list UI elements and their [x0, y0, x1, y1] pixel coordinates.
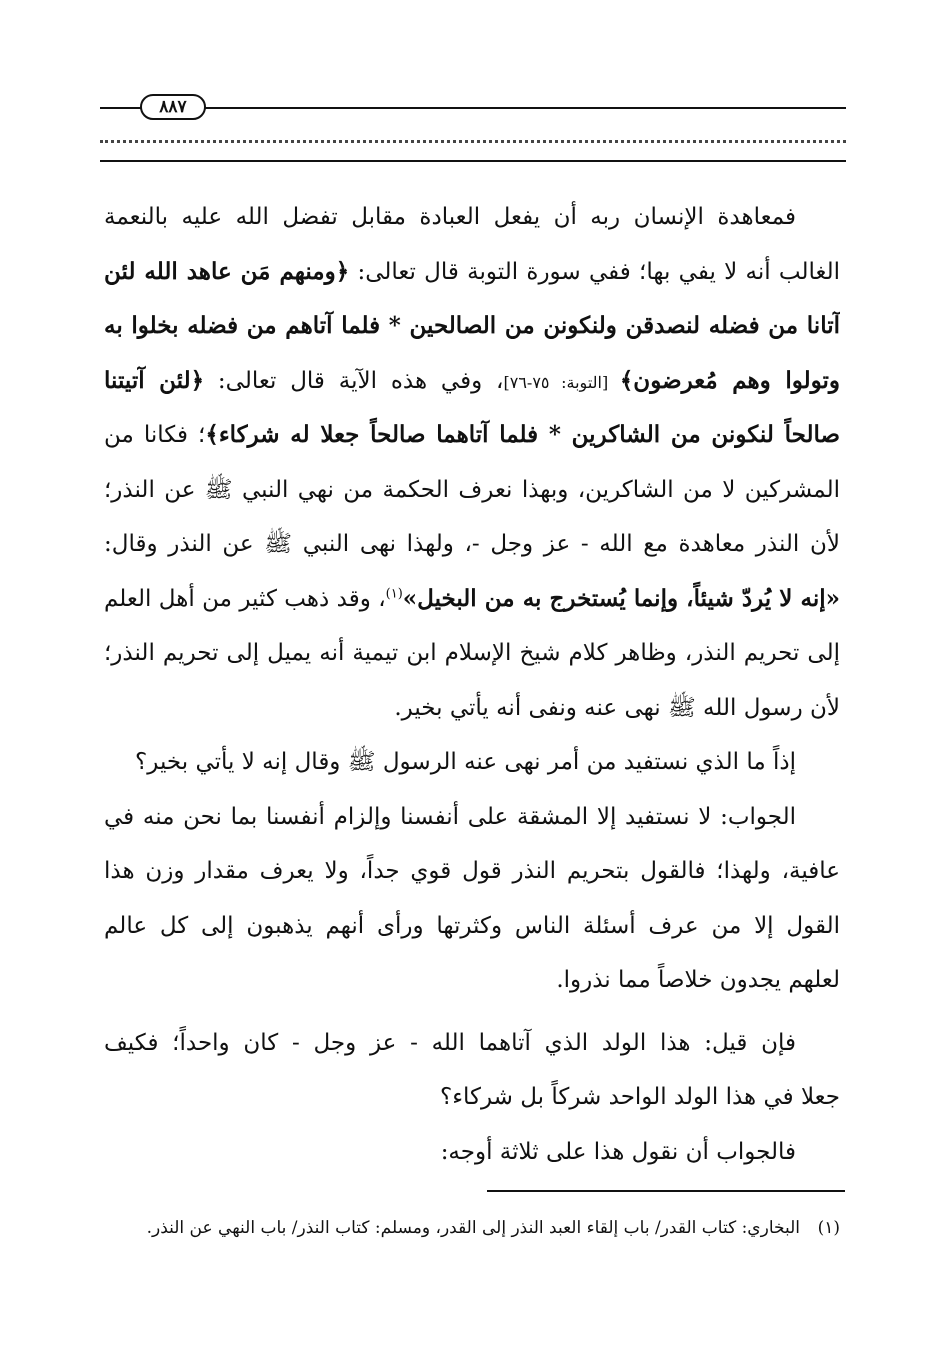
header-bottom-rule [100, 160, 846, 162]
text-line: الغالب أنه لا يفي بها؛ ففي سورة التوبة قال تعالى: ﴿ومنهم مَن عاهد الله لئن [104, 257, 840, 285]
header-rule [100, 107, 846, 109]
text-line: فإن قيل: هذا الولد الذي آتاهما الله - عز وجل - كان واحداً؛ فكيف [104, 1029, 796, 1056]
text-line: عافية، ولهذا؛ فالقول بتحريم النذر قول قوي جداً، ولا يعرف مقدار وزن هذا [104, 858, 840, 884]
text-line: جعلا في هذا الولد الواحد شركاً بل شركاء؟ [440, 1084, 840, 1110]
text-line: فالجواب أن نقول هذا على ثلاثة أوجه: [440, 1138, 796, 1165]
text-line: لعلهم يجدون خلاصاً مما نذروا. [556, 967, 840, 993]
body-text [104, 190, 840, 1179]
text-line: لأن رسول الله ﷺ نهى عنه ونفى أنه يأتي بخير. [394, 694, 840, 721]
footnote-rule [487, 1190, 845, 1192]
hadith-quote: «إنه لا يُردّ شيئاً، وإنما يُستخرج به من البخيل» [402, 584, 840, 612]
text-line: صالحاً لنكونن من الشاكرين * فلما آتاهما صالحاً جعلا له شركاء﴾؛ فكانا من [104, 421, 840, 448]
text-line: إذاً ما الذي نستفيد من أمر نهى عنه الرسول ﷺ وقال إنه لا يأتي بخير؟ [135, 749, 796, 775]
verse-reference: [التوبة: ٧٥-٧٦] [503, 372, 620, 392]
quran-quote: ﴿ومنهم مَن عاهد الله لئن [104, 257, 350, 285]
footnote-text: البخاري: كتاب القدر/ باب إلقاء العبد النذر إلى القدر، ومسلم: كتاب النذر/ باب النهي عن النذر. [146, 1218, 800, 1238]
text-line: وتولوا وهم مُعرضون﴾ [التوبة: ٧٥-٧٦]، وفي هذه الآية قال تعالى: ﴿لئن آتيتنا [104, 366, 840, 394]
footnote-number: (١) [817, 1218, 840, 1238]
text-line: لأن النذر معاهدة مع الله - عز وجل -، ولهذا نهى النبي ﷺ عن النذر وقال: [104, 531, 840, 557]
quran-quote: ﴿لئن آتيتنا [104, 366, 205, 394]
footnote [108, 1212, 840, 1245]
text-line: فمعاهدة الإنسان ربه أن يفعل العبادة مقابل تفضل الله عليه بالنعمة [104, 204, 797, 230]
text-line: الجواب: لا نستفيد إلا المشقة على أنفسنا وإلزام أنفسنا بما نحن منه في [104, 803, 796, 830]
text-line: إلى تحريم النذر، وظاهر كلام شيخ الإسلام ابن تيمية أنه يميل إلى تحريم النذر؛ [104, 640, 840, 666]
footnote-marker[interactable]: (١) [385, 585, 403, 601]
text-line: المشركين لا من الشاكرين، وبهذا نعرف الحكمة من نهي النبي ﷺ عن النذر؛ [104, 476, 840, 503]
text-line: «إنه لا يُردّ شيئاً، وإنما يُستخرج به من البخيل»$^{(١)}$، وقد ذهب كثير من أهل العلم [104, 584, 840, 612]
page-number-badge: ٨٨٧ [140, 94, 206, 120]
dotted-separator [100, 140, 846, 143]
quran-quote-line: آتانا من فضله لنصدقن ولنكونن من الصالحين * فلما آتاهم من فضله بخلوا به [104, 312, 840, 339]
text-line: القول إلا من عرف أسئلة الناس وكثرتها ورأى أنهم يذهبون إلى كل عالم [104, 912, 840, 939]
